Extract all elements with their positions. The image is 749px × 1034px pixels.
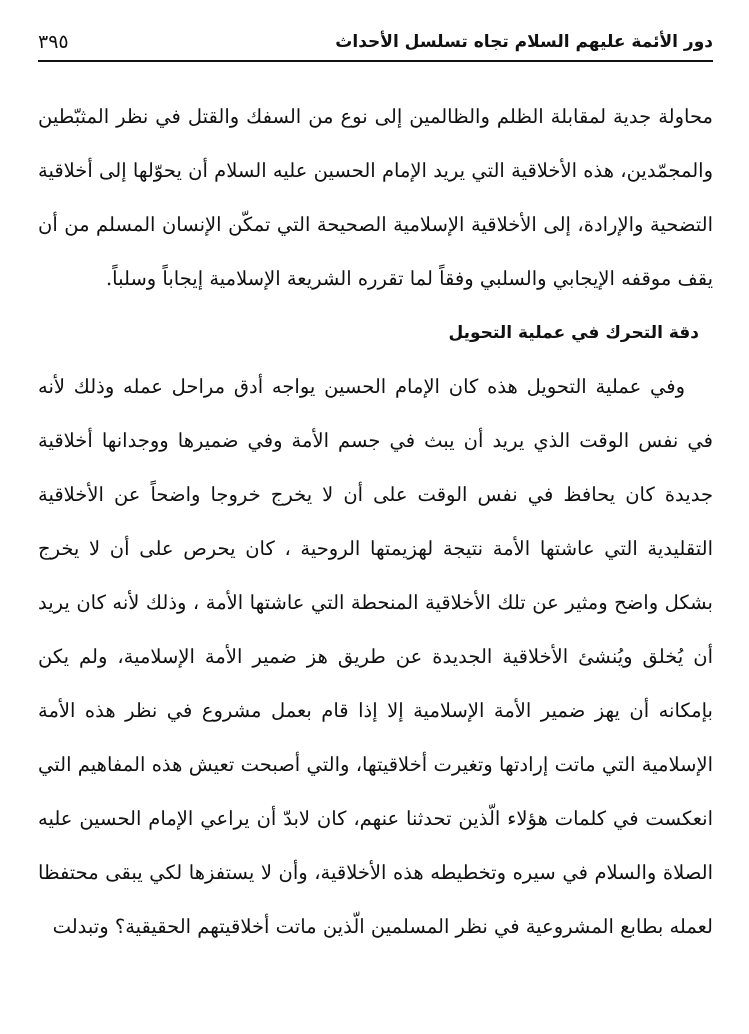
section-heading: دقة التحرك في عملية التحويل: [448, 323, 699, 343]
page-header: [38, 24, 713, 62]
paragraph-2: وفي عملية التحويل هذه كان الإمام الحسين يواجه أدق مراحل عمله وذلك لأنه في نفس الوقت الذي يريد أن يبث في جسم الأمة وفي ضميرها ووجدانها أخلاقية جديدة كان يحافظ في نفس الوقت على أن لا يخرج خروجا واضحاً عن الأخلاقية التقليدية التي عاشتها الأمة نتيجة لهزيمتها الروحية ، كان يحرص على أن لا يخرج بشكل واضح ومثير عن تلك الأخلاقية المنحطة التي عاشتها الأمة ، وذلك لأنه كان يريد أن يُخلق ويُنشئ الأخلاقية الجديدة عن طريق هز ضمير الأمة الإسلامية، ولم يكن بإمكانه أن يهز ضمير الأمة الإسلامية إلا إذا قام بعمل مشروع في نظر هذه الأمة الإسلامية التي ماتت إرادتها وتغيرت أخلاقيتها، والتي أصبحت تعيش هذه المفاهيم التي انعكست في كلمات هؤلاء الّذين تحدثنا عنهم، كان لابدّ أن يراعي الإمام الحسين عليه الصلاة والسلام في سيره وتخطيطه هذه الأخلاقية، وأن لا يستفزها لكي يبقى محتفظا لعمله بطابع المشروعية في نظر المسلمين الّذين ماتت أخلاقيتهم الحقيقية؟ وتبدلت: [38, 375, 713, 938]
running-title: دور الأئمة عليهم السلام تجاه تسلسل الأحداث: [335, 32, 713, 52]
paragraph-1: محاولة جدية لمقابلة الظلم والظالمين إلى نوع من السفك والقتل في نظر المثبّطين والمجمّدين، هذه الأخلاقية التي يريد الإمام الحسين عليه السلام أن يحوّلها إلى أخلاقية التضحية والإرادة، إلى الأخلاقية الإسلامية الصحيحة التي تمكّن الإنسان المسلم من أن يقف موقفه الإيجابي والسلبي وفقاً لما تقرره الشريعة الإسلامية إيجاباً وسلباً.: [38, 105, 713, 290]
body-text: [38, 90, 713, 954]
page-number: ٣٩٥: [38, 31, 69, 53]
